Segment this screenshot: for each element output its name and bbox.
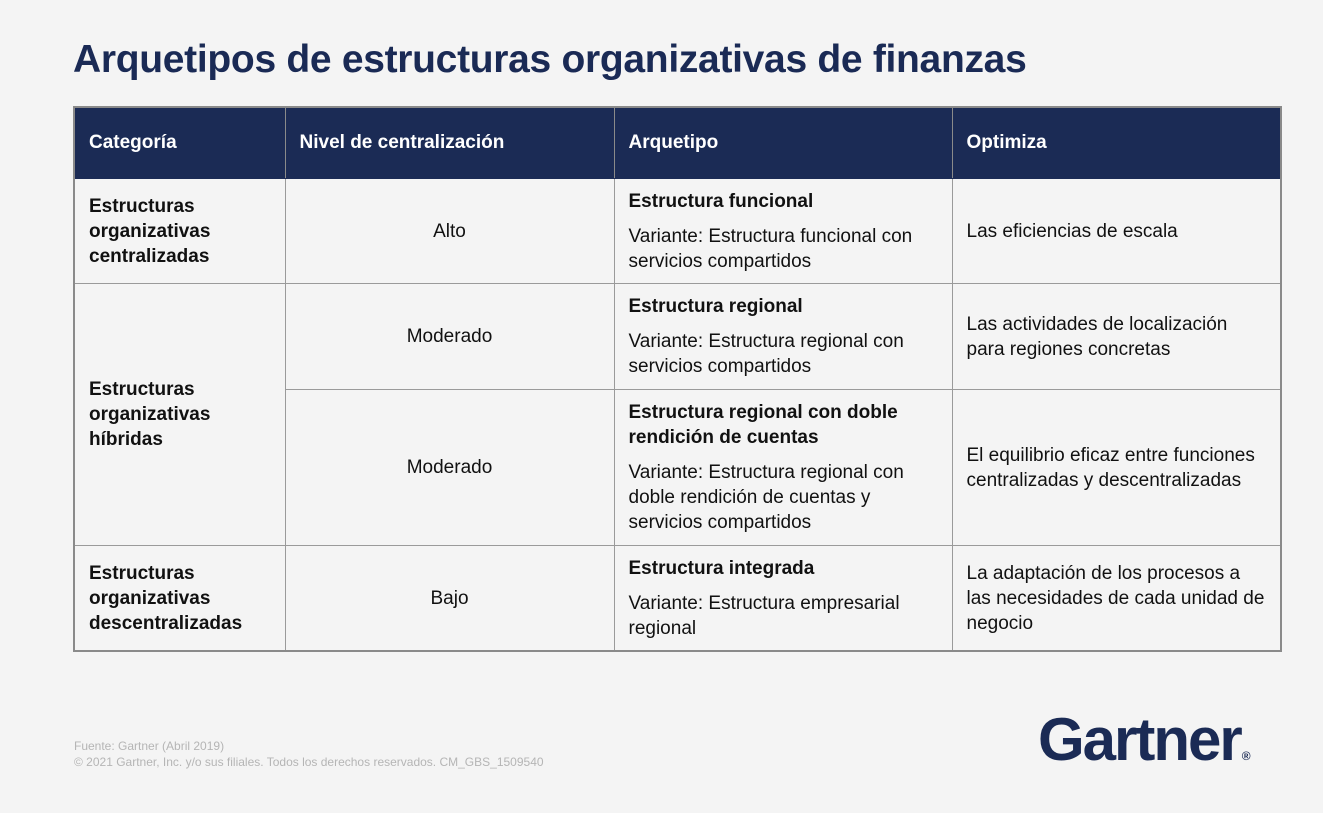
level-cell: Alto bbox=[285, 179, 614, 284]
archetype-variant: Variante: Estructura regional con doble rendición de cuentas y servicios compartidos bbox=[628, 462, 904, 533]
gartner-logo bbox=[1038, 705, 1251, 774]
table-row bbox=[74, 179, 1281, 284]
archetype-variant: Variante: Estructura regional con servicios compartidos bbox=[628, 331, 904, 377]
level-cell: Moderado bbox=[285, 284, 614, 390]
category-cell: Estructuras organizativas híbridas bbox=[74, 284, 285, 546]
optimizes-cell: Las eficiencias de escala bbox=[952, 179, 1281, 284]
optimizes-cell: Las actividades de localización para regiones concretas bbox=[952, 284, 1281, 390]
optimizes-cell: La adaptación de los procesos a las necesidades de cada unidad de negocio bbox=[952, 546, 1281, 652]
logo-wordmark: Gartner bbox=[1038, 706, 1241, 773]
header-arquetipo: Arquetipo bbox=[614, 107, 952, 179]
header-nivel-centralizacion: Nivel de centralización bbox=[285, 107, 614, 179]
category-cell: Estructuras organizativas centralizadas bbox=[74, 179, 285, 284]
optimizes-cell: El equilibrio eficaz entre funciones centralizadas y descentralizadas bbox=[952, 390, 1281, 546]
footer-source: Fuente: Gartner (Abril 2019) bbox=[74, 739, 225, 753]
table-row bbox=[74, 546, 1281, 652]
header-categoria: Categoría bbox=[74, 107, 285, 179]
archetype-variant: Variante: Estructura funcional con servicios compartidos bbox=[628, 225, 913, 272]
archetype-variant: Variante: Estructura empresarial regional bbox=[628, 592, 900, 639]
category-cell: Estructuras organizativas descentralizadas bbox=[74, 546, 285, 652]
archetype-name: Estructura regional con doble rendición de cuentas bbox=[628, 402, 898, 448]
archetype-name: Estructura integrada bbox=[628, 557, 815, 579]
archetype-cell bbox=[614, 546, 952, 652]
table-header-row bbox=[74, 107, 1281, 179]
header-optimiza: Optimiza bbox=[952, 107, 1281, 179]
table-row bbox=[74, 284, 1281, 390]
level-cell: Bajo bbox=[285, 546, 614, 652]
footer-copyright: © 2021 Gartner, Inc. y/o sus filiales. Todos los derechos reservados. CM_GBS_1509540 bbox=[74, 755, 544, 769]
archetype-cell bbox=[614, 390, 952, 546]
page-title: Arquetipos de estructuras organizativas de finanzas bbox=[73, 38, 1027, 81]
archetypes-table bbox=[73, 106, 1282, 652]
archetype-name: Estructura funcional bbox=[628, 190, 814, 212]
footer bbox=[74, 738, 544, 770]
archetype-cell bbox=[614, 179, 952, 284]
level-cell: Moderado bbox=[285, 390, 614, 546]
registered-mark: ® bbox=[1241, 749, 1251, 763]
archetype-name: Estructura regional bbox=[628, 296, 803, 317]
archetype-cell bbox=[614, 284, 952, 390]
